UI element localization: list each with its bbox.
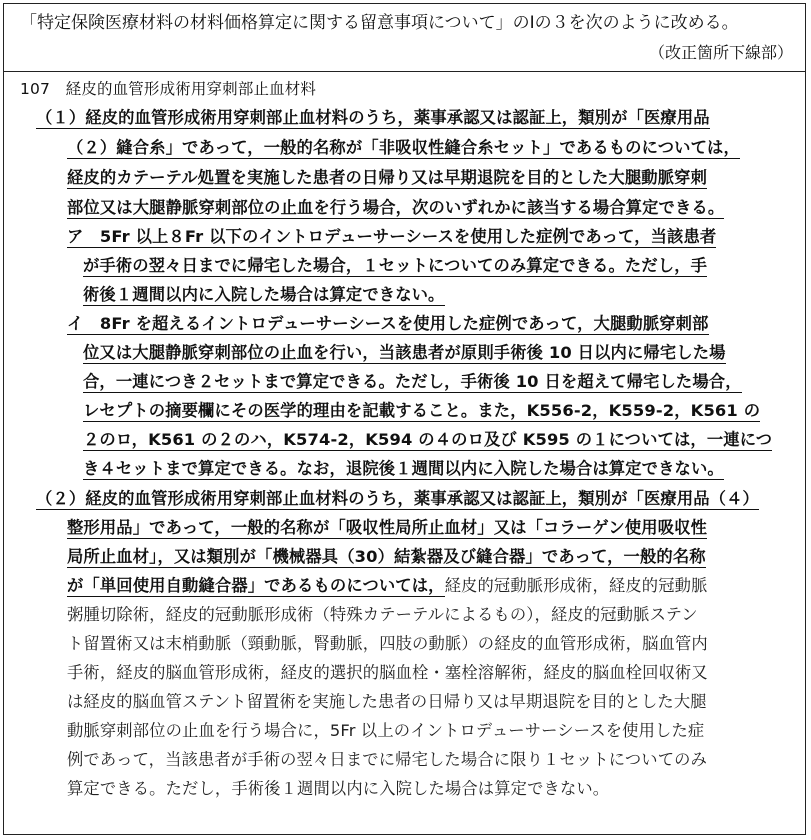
item-1-line-2: （２）縫合糸」であって，一般的名称が「非吸収性縫合糸セット」であるものについては，	[67, 138, 740, 157]
amendment-note: （改正箇所下線部）	[648, 43, 793, 62]
intro-text: 「特定保険医療材料の材料価格算定に関する留意事項について」のⅠの３を次のように改める。	[20, 13, 739, 33]
item-i-line-6: き４セットまで算定できる。なお，退院後１週間以内に入院した場合は算定できない。	[83, 459, 724, 478]
item-a-line-3: 術後１週間以内に入院した場合は算定できない。	[83, 285, 445, 304]
item-2-line-6: ト留置術又は末梢動脈（頸動脈，腎動脈，四肢の動脈）の経皮的血管形成術，脳血管内	[67, 634, 708, 653]
item-a-line-1: ア 5Fr 以上８Fr 以下のイントロデューサーシースを使用した症例であって，当該患者	[67, 227, 717, 246]
item-a-line-2: が手術の翌々日までに帰宅した場合，１セットについてのみ算定できる。ただし，手	[83, 256, 708, 275]
amendment-table	[3, 3, 806, 835]
item-2-line-4: が「単回使用自動縫合器」であるものについては，経皮的冠動脈形成術，経皮的冠動脈	[67, 576, 708, 595]
item-2-line-8: は経皮的脳血管ステント留置術を実施した患者の日帰り又は早期退院を目的とした大腿	[67, 692, 707, 711]
item-2-line-5: 粥腫切除術，経皮的冠動脈形成術（特殊カテーテルによるもの），経皮的冠動脈ステン	[67, 605, 698, 624]
item-1-line-3: 経皮的カテーテル処置を実施した患者の日帰り又は早期退院を目的とした大腿動脈穿刺	[67, 168, 708, 187]
item-i-line-1: イ 8Fr を超えるイントロデューサーシースを使用した症例であって，大腿動脈穿刺部	[67, 314, 709, 333]
item-1-line-4: 部位又は大腿静脈穿刺部位の止血を行う場合，次のいずれかに該当する場合算定できる。	[67, 198, 725, 217]
item-i-line-2: 位又は大腿静脈穿刺部位の止血を行い，当該患者が原則手術後 10 日以内に帰宅した場	[83, 343, 726, 362]
item-2-line-1: （２）経皮的血管形成術用穿刺部止血材料のうち，薬事承認又は認証上，類別が「医療用品（４）	[36, 489, 759, 508]
header-cell	[4, 4, 805, 72]
item-2-line-3: 局所止血材」，又は類別が「機械器具（30）結紮器及び縫合器」であって，一般的名称	[67, 547, 706, 566]
item-2-line-11: 算定できる。ただし，手術後１週間以内に入院した場合は算定できない。	[67, 779, 610, 798]
item-2-line-9: 動脈穿刺部位の止血を行う場合に，5Fr 以上のイントロデューサーシースを使用した症	[67, 721, 705, 740]
item-2-line-2: 整形用品」であって，一般的名称が「吸収性局所止血材」又は「コラーゲン使用吸収性	[67, 518, 708, 537]
item-i-line-4: レセプトの摘要欄にその医学的理由を記載すること。また，K556-2，K559-2，K561 の	[83, 401, 761, 420]
item-2-line-10: 例であって，当該患者が手術の翌々日までに帰宅した場合に限り１セットについてのみ	[67, 750, 708, 769]
item-1-line-1: （１）経皮的血管形成術用穿刺部止血材料のうち，薬事承認又は認証上，類別が「医療用品	[36, 108, 710, 127]
section-heading: 107 経皮的血管形成術用穿刺部止血材料	[20, 80, 317, 98]
item-2-line-7: 手術，経皮的脳血管形成術，経皮的選択的脳血栓・塞栓溶解術，経皮的脳血栓回収術又	[67, 663, 708, 682]
item-i-line-5: ２のロ，K561 の２のハ，K574-2，K594 の４のロ及び K595 の１については，一連につ	[83, 430, 773, 449]
item-i-line-3: 合，一連につき２セットまで算定できる。ただし，手術後 10 日を超えて帰宅した場合，	[83, 372, 742, 391]
item-2-unchanged-text: 経皮的冠動脈形成術，経皮的冠動脈	[444, 576, 708, 595]
body-cell	[4, 72, 805, 834]
